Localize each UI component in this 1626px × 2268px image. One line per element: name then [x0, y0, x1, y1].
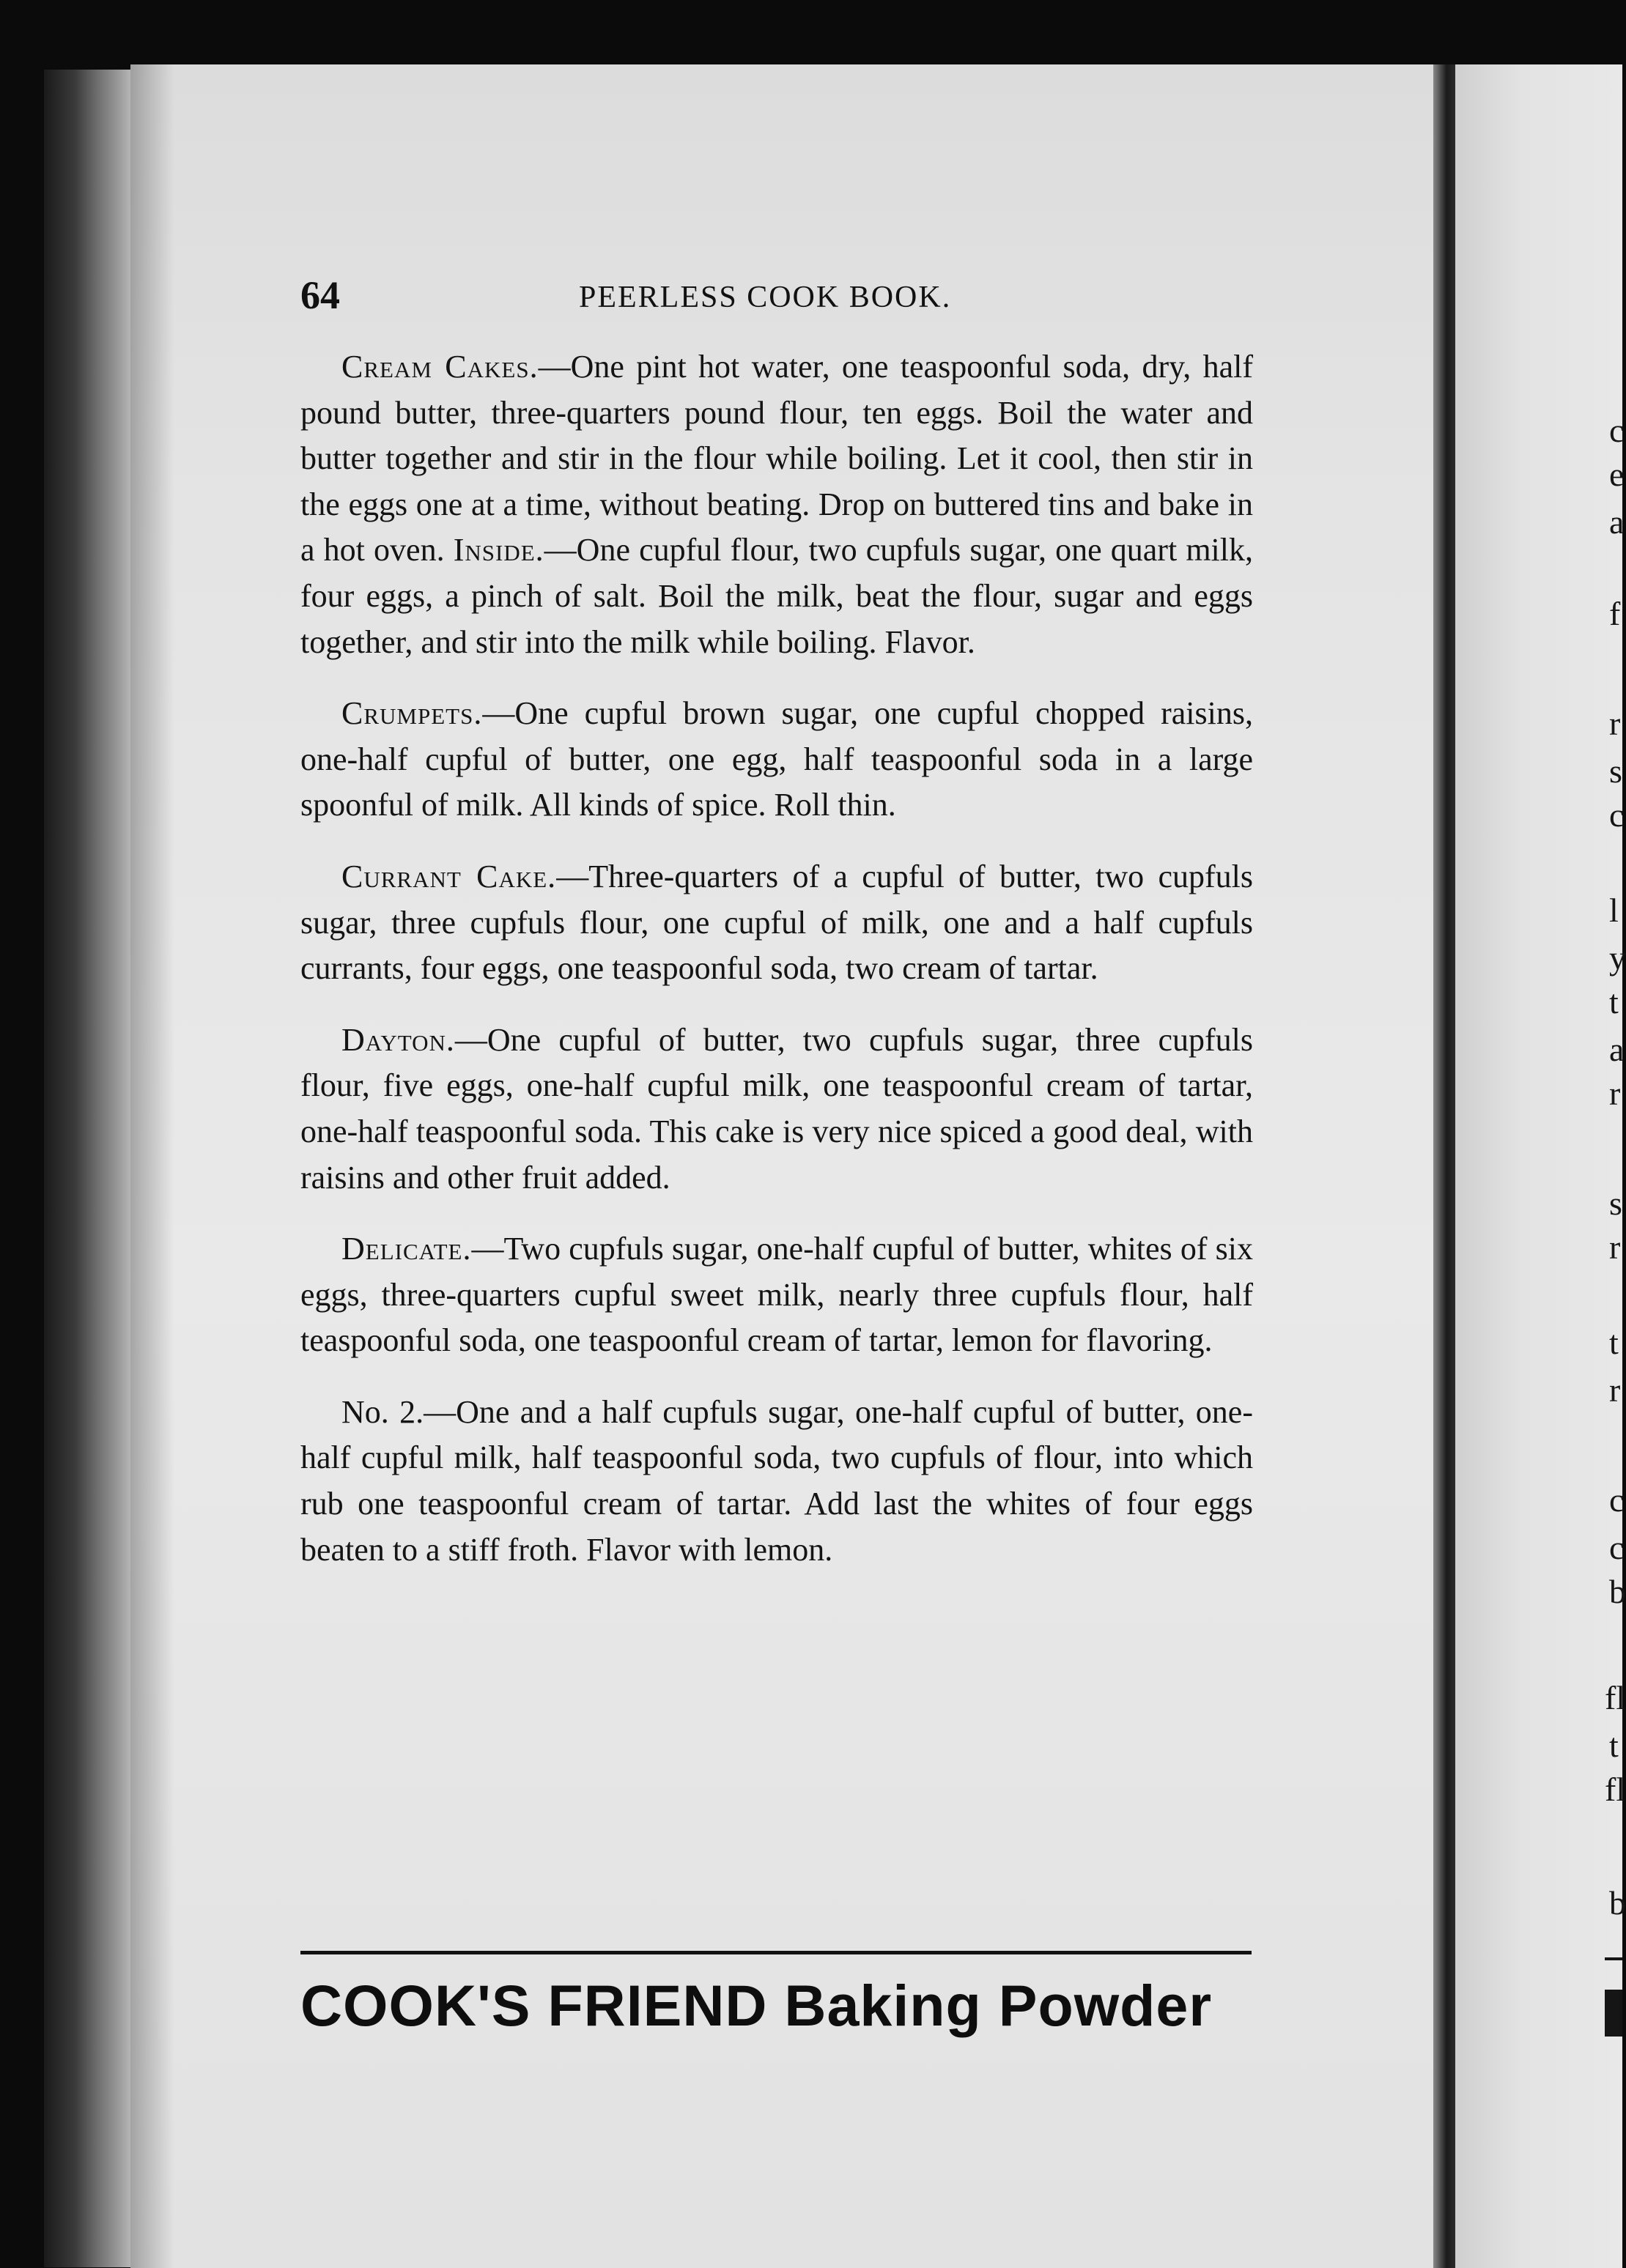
next-page-fragment: e: [1609, 456, 1625, 493]
next-page-fragment: t: [1609, 1727, 1619, 1764]
recipe-text: —Two cupfuls sugar, one-half cupful of butter, whites of six eggs, three-quarters cupful sweet milk, nearly three cupfuls flour, half teaspoonful soda, one teaspoonful cream of tartar, lemon for flavoring.: [300, 1231, 1253, 1359]
recipe-title: Dayton.: [341, 1021, 455, 1058]
recipe-delicate: [300, 1226, 1253, 1364]
page-header: [300, 273, 1253, 324]
next-page-fragment: f: [1609, 595, 1621, 632]
recipe-no-2: [300, 1390, 1253, 1573]
next-page-fragment: r: [1609, 705, 1621, 742]
recipe-subtext: —One cupful flour, two cupfuls sugar, one quart milk, four eggs, a pinch of salt. Boil the milk, beat the flour, sugar and eggs together, and stir into the milk while boiling. Flavor.: [300, 532, 1253, 660]
next-page-fragment: y: [1609, 939, 1626, 976]
next-page-fragment: r: [1609, 1075, 1621, 1112]
recipe-title: No. 2.: [341, 1393, 424, 1430]
next-page-fragment: b: [1609, 1884, 1626, 1922]
recipe-cream-cakes: [300, 344, 1253, 665]
advertisement-banner: COOK'S FRIEND Baking Powder: [300, 1973, 1213, 2038]
recipe-list: [300, 344, 1253, 1598]
next-page-fragment: l: [1609, 892, 1619, 929]
next-page-fragment: c: [1609, 412, 1625, 449]
next-page-fragment: t: [1609, 1324, 1619, 1361]
next-page-fragment: a: [1609, 1031, 1625, 1068]
next-page-fragment: a: [1609, 503, 1625, 541]
recipe-text: —Three-quarters of a cupful of butter, two cupfuls sugar, three cupfuls flour, one cupful of milk, one and a half cupfuls currants, four eggs, one teaspoonful soda, two cream of tartar.: [300, 858, 1254, 987]
recipe-title: Currant Cake.: [341, 858, 557, 894]
next-page-edge: [1455, 64, 1625, 2268]
page-number: 64: [300, 273, 340, 317]
next-page-fragment: fl: [1605, 1679, 1626, 1716]
recipe-currant-cake: [300, 854, 1253, 992]
book-binding-edge: [44, 70, 132, 2267]
next-page-fragment: b: [1609, 1573, 1626, 1610]
recipe-title: Cream Cakes.: [341, 349, 539, 385]
next-page-fragment: r: [1609, 1371, 1621, 1409]
recipe-text: —One cupful of butter, two cupfuls sugar, three cupfuls flour, five eggs, one-half cupful milk, one teaspoonful cream of tartar, one-half teaspoonful soda. This cake is very nice spiced a good deal, with raisins and other fruit added.: [300, 1021, 1253, 1196]
next-page-rule: [1605, 1957, 1622, 1960]
next-page-fragment: s: [1609, 752, 1622, 790]
recipe-text: —One pint hot water, one teaspoonful soda, dry, half pound butter, three-quarters pound flour, ten eggs. Boil the water and butter together and stir in the flour while boiling. Let it cool, then stir in the eggs one at a time, without beating. Drop on buttered tins and bake in a hot oven.: [300, 349, 1254, 568]
recipe-text: —One and a half cupfuls sugar, one-half cupful of butter, one-half cupful milk, half teaspoonful soda, two cupfuls of flour, into which rub one teaspoonful cream of tartar. Add last the whites of four eggs beaten to a stiff froth. Flavor with lemon.: [300, 1393, 1253, 1568]
recipe-title: Crumpets.: [341, 695, 483, 732]
next-page-fragment: r: [1609, 1228, 1621, 1266]
recipe-text: —One cupful brown sugar, one cupful chopped raisins, one-half cupful of butter, one egg, half teaspoonful soda in a large spoonful of milk. All kinds of spice. Roll thin.: [300, 695, 1253, 823]
recipe-subtitle: Inside.: [453, 532, 544, 568]
running-title: PEERLESS COOK BOOK.: [579, 281, 952, 314]
next-page-fragment: c: [1609, 796, 1625, 834]
page-gutter: [1433, 64, 1455, 2268]
next-page-fragment: fl: [1605, 1771, 1626, 1808]
recipe-crumpets: [300, 691, 1253, 829]
footer-rule: [300, 1951, 1252, 1954]
page-edge-shadow: [130, 64, 174, 2268]
next-page-fragment: c: [1609, 1481, 1625, 1519]
next-page-advert-fragment: [1605, 1990, 1622, 2037]
recipe-dayton: [300, 1018, 1253, 1201]
next-page-fragment: s: [1609, 1185, 1622, 1222]
next-page-fragment: c: [1609, 1529, 1625, 1566]
recipe-title: Delicate.: [341, 1231, 472, 1267]
next-page-fragment: t: [1609, 983, 1619, 1020]
